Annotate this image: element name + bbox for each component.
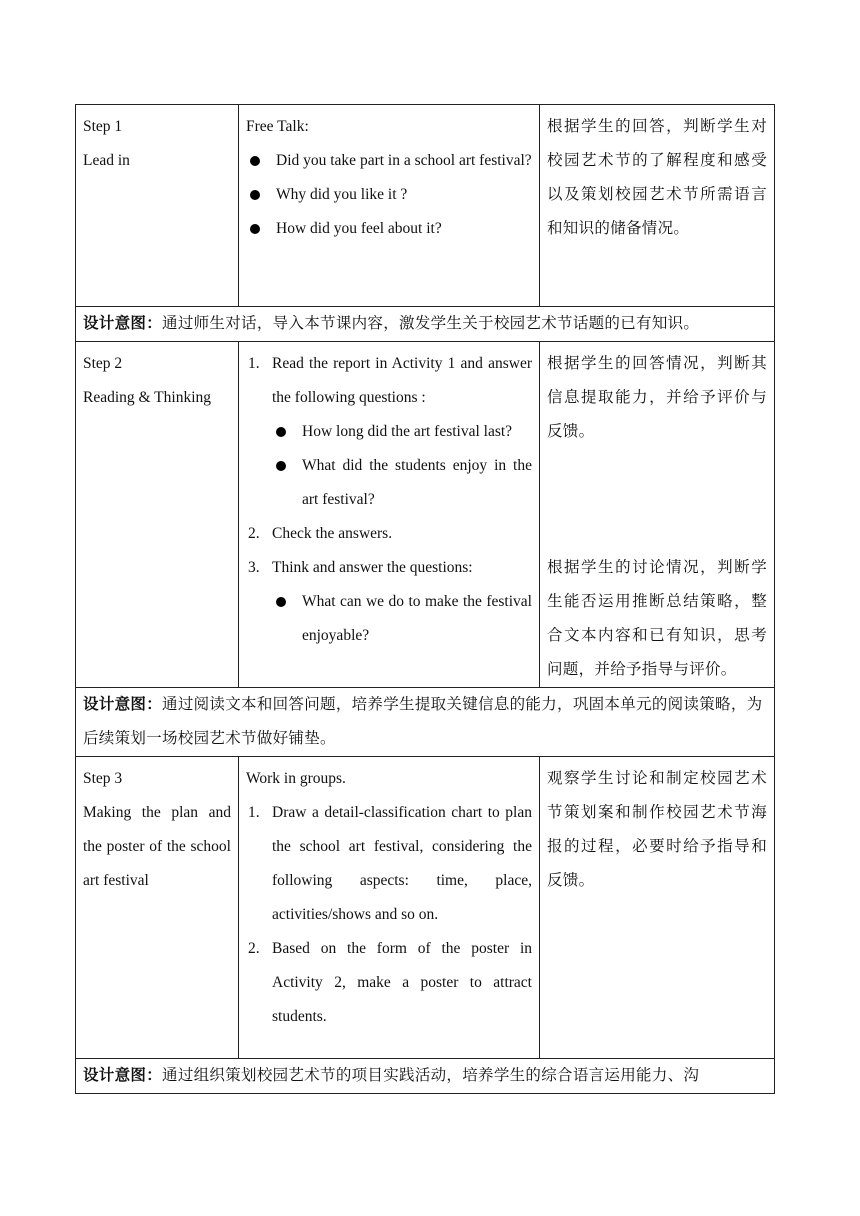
step-2-activities — [239, 342, 540, 688]
evaluation-text: 根据学生的讨论情况，判断学生能否运用推断总结策略，整合文本内容和已有知识，思考问题，并给予指导与评价。 — [547, 559, 767, 678]
numbered-list — [246, 796, 532, 1034]
item-number: 3. — [248, 559, 260, 576]
stage-label: Making the plan and the poster of the school art festival — [83, 804, 231, 889]
bullet-list — [272, 585, 532, 653]
step-1-row — [76, 105, 775, 307]
list-item — [246, 551, 532, 653]
item-text: Read the report in Activity 1 and answer the following questions : — [272, 355, 532, 406]
step-1-evaluation: 根据学生的回答，判断学生对校园艺术节的了解程度和感受以及策划校园艺术节所需语言和知识的储备情况。 — [540, 105, 775, 307]
list-item — [246, 517, 532, 551]
design-note-row — [76, 688, 775, 757]
step-3-cell — [76, 757, 239, 1059]
design-note-text: 通过组织策划校园艺术节的项目实践活动，培养学生的综合语言运用能力、沟 — [162, 1067, 700, 1084]
stage-label: Reading & Thinking — [83, 389, 212, 406]
list-item: What can we do to make the festival enjoyable? — [272, 585, 532, 653]
design-note-label: 设计意图： — [83, 1067, 163, 1084]
step-label: Step 2 — [83, 355, 123, 372]
step-3-activities — [239, 757, 540, 1059]
step-2-cell — [76, 342, 239, 688]
item-number: 2. — [248, 525, 260, 542]
step-1-activities — [239, 105, 540, 307]
list-item: What did the students enjoy in the art festival? — [272, 449, 532, 517]
numbered-list — [246, 347, 532, 653]
list-item — [246, 932, 532, 1034]
step-2-row — [76, 342, 775, 688]
step-3-evaluation: 观察学生讨论和制定校园艺术节策划案和制作校园艺术节海报的过程，必要时给予指导和反馈。 — [540, 757, 775, 1059]
design-note-text: 通过阅读文本和回答问题，培养学生提取关键信息的能力，巩固本单元的阅读策略，为后续策划一场校园艺术节做好铺垫。 — [83, 696, 763, 747]
list-item: Why did you like it ? — [246, 178, 532, 212]
stage-label: Lead in — [83, 152, 130, 169]
design-note-1 — [76, 307, 775, 342]
item-number: 1. — [248, 804, 260, 821]
item-number: 1. — [248, 355, 260, 372]
design-note-row — [76, 1059, 775, 1094]
activity-title: Free Talk: — [246, 118, 309, 135]
step-3-row — [76, 757, 775, 1059]
design-note-label: 设计意图： — [83, 315, 163, 332]
step-label: Step 1 — [83, 118, 123, 135]
step-2-evaluation — [540, 342, 775, 688]
item-text: Check the answers. — [272, 525, 393, 542]
design-note-3 — [76, 1059, 775, 1094]
design-note-text: 通过师生对话，导入本节课内容，激发学生关于校园艺术节话题的已有知识。 — [162, 315, 700, 332]
design-note-row — [76, 307, 775, 342]
bullet-list — [246, 144, 532, 246]
item-number: 2. — [248, 940, 260, 957]
evaluation-text: 根据学生的回答情况，判断其信息提取能力，并给予评价与反馈。 — [547, 355, 767, 440]
lesson-plan-table — [75, 104, 775, 1094]
item-text: Draw a detail-classification chart to plan the school art festival, considering the following aspects: time, place, activities/shows and so on. — [272, 804, 532, 923]
list-item: Did you take part in a school art festival? — [246, 144, 532, 178]
step-label: Step 3 — [83, 770, 123, 787]
list-item: How long did the art festival last? — [272, 415, 532, 449]
design-note-2 — [76, 688, 775, 757]
bullet-list — [272, 415, 532, 517]
item-text: Based on the form of the poster in Activity 2, make a poster to attract students. — [272, 940, 532, 1025]
step-1-cell — [76, 105, 239, 307]
design-note-label: 设计意图： — [83, 696, 163, 713]
list-item — [246, 347, 532, 517]
activity-title: Work in groups. — [246, 770, 346, 787]
item-text: Think and answer the questions: — [272, 559, 473, 576]
list-item — [246, 796, 532, 932]
list-item: How did you feel about it? — [246, 212, 532, 246]
